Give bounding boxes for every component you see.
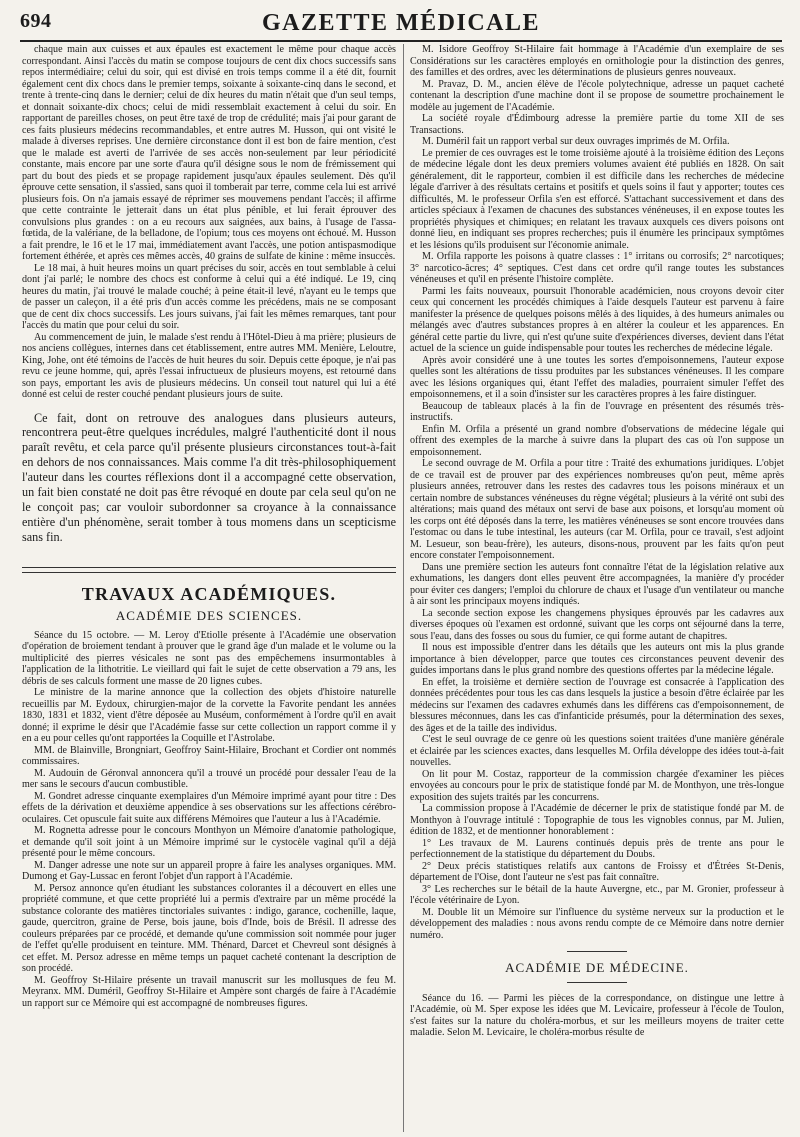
paragraph: Parmi les faits nouveaux, poursuit l'honorable académicien, nous croyons devoir citer ceux qui concernent les procédés chimiques à l'aide desquels l'auteur est parvenu à faire manifester la présence de quelques poisons mêlés à des liquides, à des humeurs animales ou mélangés avec d'autres substances propres à en altérer la couleur et les apparences. En général cette partie du livre, qui n'est qu'une suite d'expériences diverses, devient dans l'état actuel de la science un guide indispensable pour toutes les recherches de médecine légale.	[410, 285, 784, 354]
section-title: TRAVAUX ACADÉMIQUES.	[81, 583, 337, 604]
paragraph: Séance du 15 octobre. — M. Leroy d'Etiolle présente à l'Académie une observation d'opération de broiement tendant à prouver que le grand âge d'un malade et le volume ou la multiplicité des pierres vésicales ne sont pas des empêchemens insurmontables à l'application de la lithotritie. Le vieillard qui fait le sujet de cette observation a 79 ans, les débris de ses calculs forment une masse de 20 lignes cubes.	[22, 629, 396, 687]
commentary-paragraph: Ce fait, dont on retrouve des analogues dans plusieurs auteurs, rencontrera peut-être quelques incrédules, malgré l'authenticité dont il nous paraît revêtu, et cela parce qu'il présente plusieurs circonstances tout-à-fait en dehors de nos connaissances. Mais comme l'a dit très-philosophiquement l'auteur dans les courtes réflexions dont il a accompagné cette observation, un fait bien constaté ne doit pas être révoqué en doute par cela seul qu'on ne le conçoit pas; car vouloir subordonner sa croyance à la connaissance entière d'un phénomène, serait tomber à tous momens dans un scepticisme sans fin.	[22, 410, 396, 544]
paragraph: Le second ouvrage de M. Orfila a pour titre : Traité des exhumations juridiques. L'objet de ce travail est de prouver par des expériences nombreuses qu'on peut, même après plusieurs années, retrouver dans les restes des cadavres tous les poisons minéraux et un certain nombre de substances vénéneuses du règne végétal; plusieurs à la vérité ont subi des altérations; mais quand des métaux ont servi de base aux poisons, et lorsqu'au moment où les corps ont été déposés dans la terre, les matières vénéneuses se sont encore trouvées dans l'estomac ou dans le tube intestinal, les auteurs (car M. Orfila, pour ce travail, s'est adjoint M. Lesueur, son beau-frère), les auteurs, disons-nous, prouvent par les faits qu'on peut encore constater l'empoisonnement.	[410, 458, 784, 561]
paragraph: M. Danger adresse une note sur un appareil propre à faire les analyses organiques. MM. Dumong et Gay-Lussac en feront l'objet d'un rapport à l'Académie.	[22, 859, 396, 883]
paragraph: M. Pravaz, D. M., ancien élève de l'école polytechnique, adresse un paquet cacheté contenant la description d'une machine dont il se propose de soumettre prochainement le modèle au jugement de l'Académie.	[410, 78, 784, 113]
paragraph: Au commencement de juin, le malade s'est rendu à l'Hôtel-Dieu à ma prière; plusieurs de nos anciens collègues, internes dans cet établissement, entre autres MM. Menière, Leloutre, King, Johe, ont été témoins de l'accès de huit heures du soir. Depuis cette époque, je n'ai pas revu ce jeune homme, qui, après l'essai infructueux de plusieurs moyens, est retourné dans son pays, emportant les avis de plusieurs médecins. Un conseil tout naturel qui lui a été donné est celui de rester couché pendant plusieurs jours de suite.	[22, 331, 396, 400]
paragraph: Il nous est impossible d'entrer dans les détails que les auteurs ont mis la plus grande importance à bien développer, parce que toutes ces circonstances peuvent devenir des guides importans dans le plus grand nombre des questions offertes par la médecine légale.	[410, 642, 784, 676]
paragraph: Dans une première section les auteurs font connaître l'état de la législation relative aux exhumations, les dangers dont elles peuvent être accompagnées, la manière d'y procéder pour éviter ces dangers; l'emploi du chlorure de chaux et l'usage d'un ventilateur ou manche à air sont les principaux moyens indiqués.	[410, 561, 784, 607]
subsection-title: ACADÉMIE DE MÉDECINE.	[505, 960, 689, 975]
subsection-divider	[567, 982, 627, 983]
paragraph: M. Geoffroy St-Hilaire présente un travail manuscrit sur les mollusques de feu M. Meyranx. MM. Duméril, Geoffroy St-Hilaire et Ampère sont chargés de faire à l'Académie un rapport sur ce Mémoire qui est accompagné de nombreuses figures.	[22, 974, 396, 1009]
paragraph: Le premier de ces ouvrages est le tome troisième ajouté à la troisième édition des Leçons de médecine légale dont les deux premiers volumes avaient été publiés en 1828. On sait généralement, dit le rapporteur, combien il est difficile dans les recherches de médecine légale d'arriver à des résultats certains et positifs et quels soins il faut y apporter; toutes ces difficultés, M. le professeur Orfila s'en est efforcé. S'attachant successivement et dans des articles spéciaux à l'examen de chacunes des substances vénéneuses, il en expose toutes les propriétés physiques et chimiques; en relatant les travaux auxquels ces divers poisons ont donné lieu, en indiquant ses propres recherches; puis il énumère les principaux symptômes et les lésions qu'ils produisent sur l'économie animale.	[410, 147, 784, 251]
column-divider	[403, 44, 404, 1132]
paragraph: M. Isidore Geoffroy St-Hilaire fait hommage à l'Académie d'un exemplaire de ses Considérations sur les caractères employés en ornithologie pour la distinction des genres, des familles et des ordres, avec les déterminations de plusieurs genres nouveaux.	[410, 44, 784, 78]
paragraph: MM. de Blainville, Brongniart, Geoffroy Saint-Hilaire, Brochant et Cordier ont nommés commissaires.	[22, 744, 396, 768]
paragraph: La société royale d'Édimbourg adresse la première partie du tome XII de ses Transactions.	[410, 113, 784, 136]
paragraph: Beaucoup de tableaux placés à la fin de l'ouvrage en présentent des résumés très-instructifs.	[410, 400, 784, 423]
left-column	[22, 44, 396, 1134]
paragraph: Après avoir considéré une à une toutes les sortes d'empoisonnemens, l'auteur expose quelles sont les altérations de tissu produites par les substances vénéneuses. Il les compare avec les lésions organiques qui, étant l'effet des maladies, pourraient simuler l'effet des empoisonnemens, et il a soin d'insister sur les caractères propres à les faire distinguer.	[410, 354, 784, 400]
paragraph: M. Persoz annonce qu'en étudiant les substances colorantes il a découvert en elles une propriété commune, et que cette propriété lui a permis d'extraire par un même procédé la substance colorante des matières tinctoriales suivantes : indigo, garance, cochenille, laque, gaude, quercitron, graine de Perse, bois jaune, bois d'Inde, bois de Brésil. Il adresse des couleurs préparées par ce procédé, et demande qu'une commission soit nommée pour juger de l'effet qu'elle produisent en teinture. MM. Thénard, Darcet et Chevreul sont désignés à cet effet. M. Persoz adresse en même temps un paquet cacheté contenant la description de son procédé.	[22, 882, 396, 975]
paragraph: 1° Les travaux de M. Laurens continués depuis près de trente ans pour le perfectionnement de la statistique du département du Doubs.	[410, 837, 784, 860]
paragraph: Le 18 mai, à huit heures moins un quart précises du soir, accès en tout semblable à celui dont j'ai parlé; le nombre des chocs est conforme à celui qui a été indiqué. Le 19, cinq heures du matin, j'ai trouvé le malade couché; à peine était-il levé, n'ayant eu le temps que de passer un caleçon, il a été pris d'un accès comme les précédens, mais ne se composant que de cent dix chocs successifs. Les jours suivans, j'ai fait les mêmes remarques, tant pour l'accès du matin que pour celui du soir.	[22, 262, 396, 331]
paragraph: C'est le seul ouvrage de ce genre où les questions soient traitées d'une manière générale et éclairée par les sciences exactes, dans lesquelles M. Orfila développe des idées tout-à-fait nouvelles.	[410, 734, 784, 768]
subsection-title: ACADÉMIE DES SCIENCES.	[115, 608, 303, 624]
section-divider	[22, 567, 396, 573]
paragraph: M. Gondret adresse cinquante exemplaires d'un Mémoire imprimé ayant pour titre : Des effets de la dérivation et deuxième appendice à ses observations sur les affections cérébro-oculaires. Cet opuscule fait suite aux différens Mémoires que l'auteur a lus à l'Académie.	[22, 790, 396, 825]
paragraph: 3° Les recherches sur le bétail de la haute Auvergne, etc., par M. Gronier, professeur à l'école vétérinaire de Lyon.	[410, 883, 784, 906]
paragraph: M. Orfila rapporte les poisons à quatre classes : 1° irritans ou corrosifs; 2° narcotiques; 3° narcotico-âcres; 4° septiques. C'est dans cet ordre qu'il range toutes les substances vénéneuses et qu'il en présente l'histoire complète.	[410, 251, 784, 285]
journal-title: GAZETTE MÉDICALE	[261, 10, 541, 36]
right-column	[410, 44, 784, 1134]
paragraph: Séance du 16. — Parmi les pièces de la correspondance, on distingue une lettre à l'Académie, où M. Sper expose les idées que M. Levicaire, professeur à l'école de Toulon, s'est faites sur la nature du choléra-morbus, et sur les meilleurs moyens de traiter cette maladie. Selon M. Levicaire, le choléra-morbus résulte de	[410, 992, 784, 1038]
page-header	[20, 10, 782, 42]
page-number: 694	[20, 10, 52, 32]
paragraph: M. Double lit un Mémoire sur l'influence du système nerveux sur la production et le développement des maladies : nous avons rendu compte de ce Mémoire dans notre dernier numéro.	[410, 906, 784, 941]
paragraph: M. Duméril fait un rapport verbal sur deux ouvrages imprimés de M. Orfila.	[422, 136, 730, 147]
paragraph: Enfin M. Orfila a présenté un grand nombre d'observations de médecine légale qui offrent des exemples de la marche à suivre dans la plupart des cas où l'on suppose un empoisonnement.	[410, 423, 784, 458]
paragraph: M. Rognetta adresse pour le concours Monthyon un Mémoire d'anatomie pathologique, et demande qu'il soit joint à un Mémoire imprimé sur le cystocèle vaginal qu'il a déjà présenté pour le même concours.	[22, 825, 396, 860]
paragraph: 2° Deux précis statistiques relatifs aux cantons de Froissy et d'Étrées St-Denis, département de l'Oise, dont l'auteur ne s'est pas fait connaître.	[410, 860, 784, 883]
subsection-divider	[567, 951, 627, 952]
paragraph: On lit pour M. Costaz, rapporteur de la commission chargée d'examiner les pièces envoyées au concours pour le prix de statistique fondé par M. de Monthyon, une très-longue exposition des sujets traités par les concurrens.	[410, 768, 784, 803]
paragraph: La commission propose à l'Académie de décerner le prix de statistique fondé par M. de Monthyon à l'ouvrage intitulé : Topographie de tous les vignobles connus, par M. Julien, édition de 1832, et de mentionner honorablement :	[410, 803, 784, 837]
paragraph: En effet, la troisième et dernière section de l'ouvrage est consacrée à l'application des données précédentes pour tous les cas dans lesquels la justice a besoin d'être éclairée par les médecins sur l'examen des cadavres exhumés dans les différens cas d'empoisonnement, de blessures méconnues, dans les cas d'infanticide présumés, pour la détermination des sexes, des âges et de la taille des individus.	[410, 676, 784, 734]
paragraph: M. Audouin de Géronval annoncera qu'il a trouvé un procédé pour dessaler l'eau de la mer sans le secours d'aucun combustible.	[22, 767, 396, 791]
paragraph: chaque main aux cuisses et aux épaules est exactement le même pour chaque accès correspondant. Ainsi l'accès du matin se compose toujours de cent dix chocs successifs sans repos intermédiaire; celui du soir, qui est divisé en trois temps comme il a été dit, fournit également cent dix chocs dans le premier temps, soixante à soixante-cinq dans le second, et trente à trente-cinq dans le dernier; celui de dix heures du matin n'était que d'un seul temps, et donnait soixante-dix chocs; celui de midi ressemblait exactement à celui du soir. En rapportant de pareilles choses, on peut être taxé de trop de crédulité; mais j'ai pour garant de ces faits plusieurs médecins recommandables, et entre autres M. Husson, qui ont visité le malade à diverses reprises. Une dernière circonstance dont il est bon de faire mention, c'est que le malade est averti de l'arrivée de ses accès non-seulement par leur périodicité constante, mais encore par une sorte d'aura qu'il désigne sous le nom de frémissement qui part du bout des pieds et se propage rapidement jusqu'aux épaules seulement. Dès qu'il éprouve cette sensation, il s'assied, sans quoi il tomberait par terre, comme cela lui est arrivé plusieurs fois. On n'a jamais essayé de réprimer ses mouvemens pendant l'accès; il affirme que cette contrainte le jetterait dans un état plus pénible, et lui ferait éprouver des convulsions plus grandes : on a eu recours aux saignées, aux bains, à l'usage de l'assa-fœtida, de la valériane, de la belladone, de l'opium; tous ces moyens ont échoué. M. Husson a fait prendre, le 16 et le 17 mai, immédiatement avant l'accès, une potion antispasmodique fortement éthérée, et après ces mêmes accès, 40 grains de sulfate de kinine : même insuccès.	[22, 44, 396, 262]
paragraph: La seconde section expose les changemens physiques éprouvés par les cadavres aux diverses époques où l'examen est ordonné, suivant que les corps ont séjourné dans la terre, sous l'eau, dans des fosses ou sous du fumier, ce qui forme autant de chapitres.	[410, 607, 784, 642]
paragraph: Le ministre de la marine annonce que la collection des objets d'histoire naturelle recueillis par M. Eydoux, chirurgien-major de la corvette la Favorite pendant les années 1830, 1831 et 1832, vient d'être déposée au Muséum, conformément à l'ordre qu'il en avait donné; il exprime le désir que l'Académie fasse sur cette collection un rapport comme il y en a eu pour celles qu'ont rapportées la Coquille et l'Astrolabe.	[22, 687, 396, 745]
